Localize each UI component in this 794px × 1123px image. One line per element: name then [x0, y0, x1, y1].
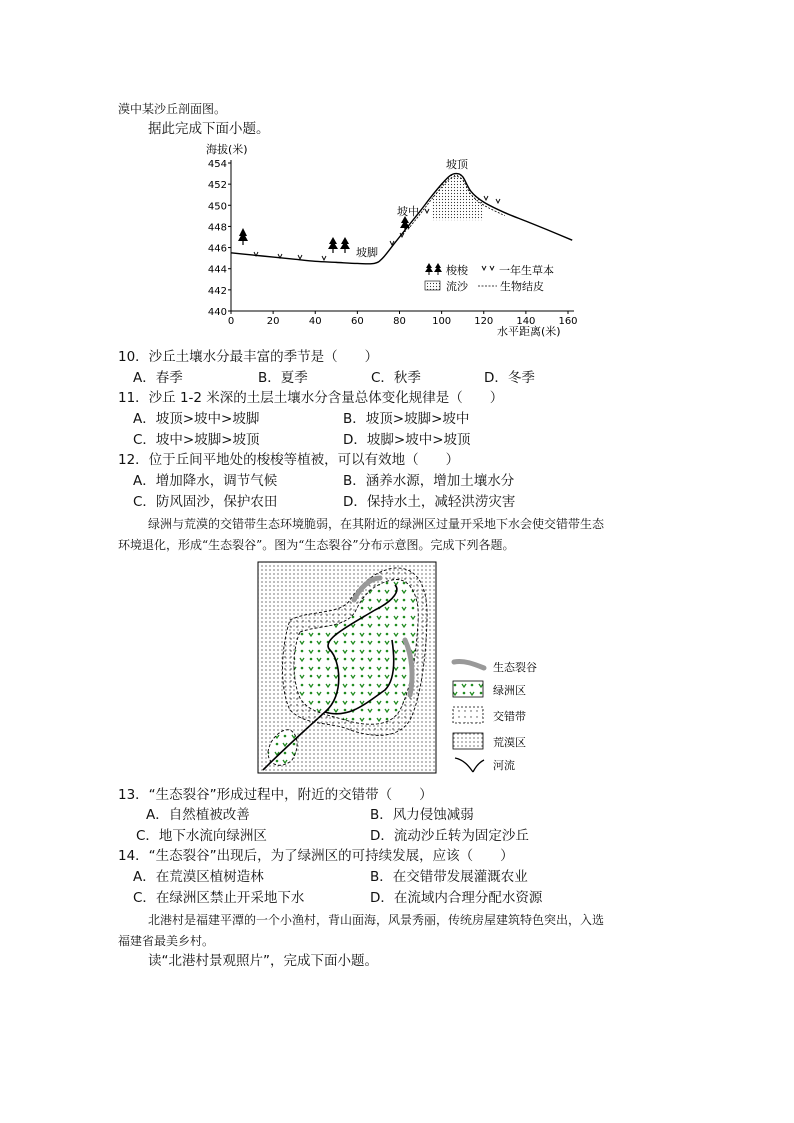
label-peak: 坡顶 — [446, 158, 468, 171]
q14-option-c[interactable]: C．在绿洲区禁止开采地下水 — [133, 890, 305, 906]
legend-saxaul-icon — [425, 263, 442, 275]
passage2-line-2: 环境退化，形成“生态裂谷”。图为“生态裂谷”分布示意图。完成下列各题。 — [118, 538, 515, 552]
passage2-line-1: 绿洲与荒漠的交错带生态环境脆弱，在其附近的绿洲区过量开采地下水会使交错带生态 — [148, 517, 605, 531]
intro-line-2: 据此完成下面小题。 — [148, 121, 270, 137]
y-tick-label: 440 — [207, 307, 227, 318]
q11-stem: 11．沙丘 1-2 米深的土层土壤水分含量总体变化规律是（ ） — [118, 390, 504, 406]
q12-option-c[interactable]: C．防风固沙，保护农田 — [133, 494, 278, 510]
chart-legend — [425, 263, 554, 293]
x-tick-label: 120 — [474, 316, 494, 327]
y-tick-label: 452 — [207, 180, 227, 192]
x-tick-label: 0 — [227, 316, 235, 327]
x-tick-label: 40 — [308, 316, 322, 327]
q12-option-d[interactable]: D．保持水土，减轻洪涝灾害 — [343, 494, 516, 510]
q13-option-b[interactable]: B．风力侵蚀减弱 — [370, 807, 474, 823]
x-tick-label: 20 — [266, 316, 280, 327]
legend-sand: 流沙 — [446, 280, 468, 293]
q11-option-b[interactable]: B．坡顶>坡脚>坡中 — [343, 411, 470, 427]
q10-option-d[interactable]: D．冬季 — [484, 370, 535, 386]
q12-option-b[interactable]: B．涵养水源，增加土壤水分 — [343, 473, 515, 489]
intro-line-1: 漠中某沙丘剖面图。 — [118, 102, 227, 116]
label-middle: 坡中 — [397, 205, 419, 218]
passage3-line-3: 读“北港村景观照片”，完成下面小题。 — [148, 953, 378, 969]
x-tick-label: 100 — [432, 316, 452, 327]
label-foot: 坡脚 — [356, 246, 378, 259]
q11-option-a[interactable]: A．坡顶>坡中>坡脚 — [133, 411, 260, 427]
q10-option-a[interactable]: A．春季 — [133, 370, 183, 386]
x-tick-label: 80 — [393, 316, 406, 327]
q12-option-a[interactable]: A．增加降水，调节气候 — [133, 473, 278, 489]
dune-profile-chart — [195, 140, 595, 345]
x-tick-label: 160 — [558, 316, 578, 327]
legend-rift-icon — [454, 661, 484, 668]
q12-stem: 12．位于丘间平地处的梭梭等植被，可以有效地（ ） — [118, 452, 460, 468]
q14-stem: 14．“生态裂谷”出现后，为了绿洲区的可持续发展，应该（ ） — [118, 848, 514, 864]
passage3-line-1: 北港村是福建平潭的一个小渔村，背山面海，风景秀丽，传统房屋建筑特色突出，入选 — [148, 913, 605, 927]
q13-option-a[interactable]: A．自然植被改善 — [146, 807, 250, 823]
q10-option-b[interactable]: B．夏季 — [258, 370, 308, 386]
y-tick-label: 448 — [207, 222, 227, 234]
passage3-line-2: 福建省最美乡村。 — [118, 934, 215, 948]
q10-stem: 10．沙丘土壤水分最丰富的季节是（ ） — [118, 349, 379, 365]
x-axis-label: 水平距离(米) — [497, 325, 561, 338]
legend-desert: 荒漠区 — [493, 736, 526, 749]
legend-crust: 生物结皮 — [500, 280, 544, 293]
y-tick-label: 442 — [207, 285, 227, 297]
profile-line — [231, 174, 572, 264]
y-tick-label: 446 — [207, 243, 227, 255]
legend-saxaul: 梭梭 — [446, 264, 468, 277]
y-tick-label: 450 — [207, 201, 227, 213]
q13-option-d[interactable]: D．流动沙丘转为固定沙丘 — [370, 828, 529, 844]
q11-option-c[interactable]: C．坡中>坡脚>坡顶 — [133, 432, 260, 448]
legend-grass-icon — [482, 266, 494, 270]
q13-stem: 13．“生态裂谷”形成过程中，附近的交错带（ ） — [118, 787, 433, 803]
legend-desert-icon — [453, 733, 483, 749]
y-tick-label: 444 — [207, 264, 227, 276]
legend-rift: 生态裂谷 — [493, 661, 537, 674]
x-tick-label: 140 — [516, 316, 536, 327]
q13-option-c[interactable]: C．地下水流向绿洲区 — [136, 828, 267, 844]
legend-grass: 一年生草本 — [499, 264, 554, 277]
ecological-rift-map — [255, 558, 545, 778]
y-tick-label: 454 — [207, 159, 227, 170]
y-axis-label: 海拔(米) — [206, 143, 248, 156]
q14-option-b[interactable]: B．在交错带发展灌溉农业 — [370, 869, 528, 885]
legend-river-icon — [455, 758, 484, 772]
x-tick-label: 60 — [351, 316, 364, 327]
q14-option-d[interactable]: D．在流域内合理分配水资源 — [370, 890, 543, 906]
legend-oasis-icon — [453, 681, 483, 697]
q11-option-d[interactable]: D．坡脚>坡中>坡顶 — [343, 432, 471, 448]
saxaul-tree-icon — [238, 216, 410, 253]
legend-ecotone: 交错带 — [493, 710, 526, 723]
legend-river: 河流 — [493, 759, 515, 772]
legend-ecotone-icon — [453, 707, 483, 723]
legend-oasis: 绿洲区 — [493, 684, 526, 697]
q10-option-c[interactable]: C．秋季 — [371, 370, 421, 386]
q14-option-a[interactable]: A．在荒漠区植树造林 — [133, 869, 264, 885]
legend-sand-icon — [425, 281, 440, 290]
